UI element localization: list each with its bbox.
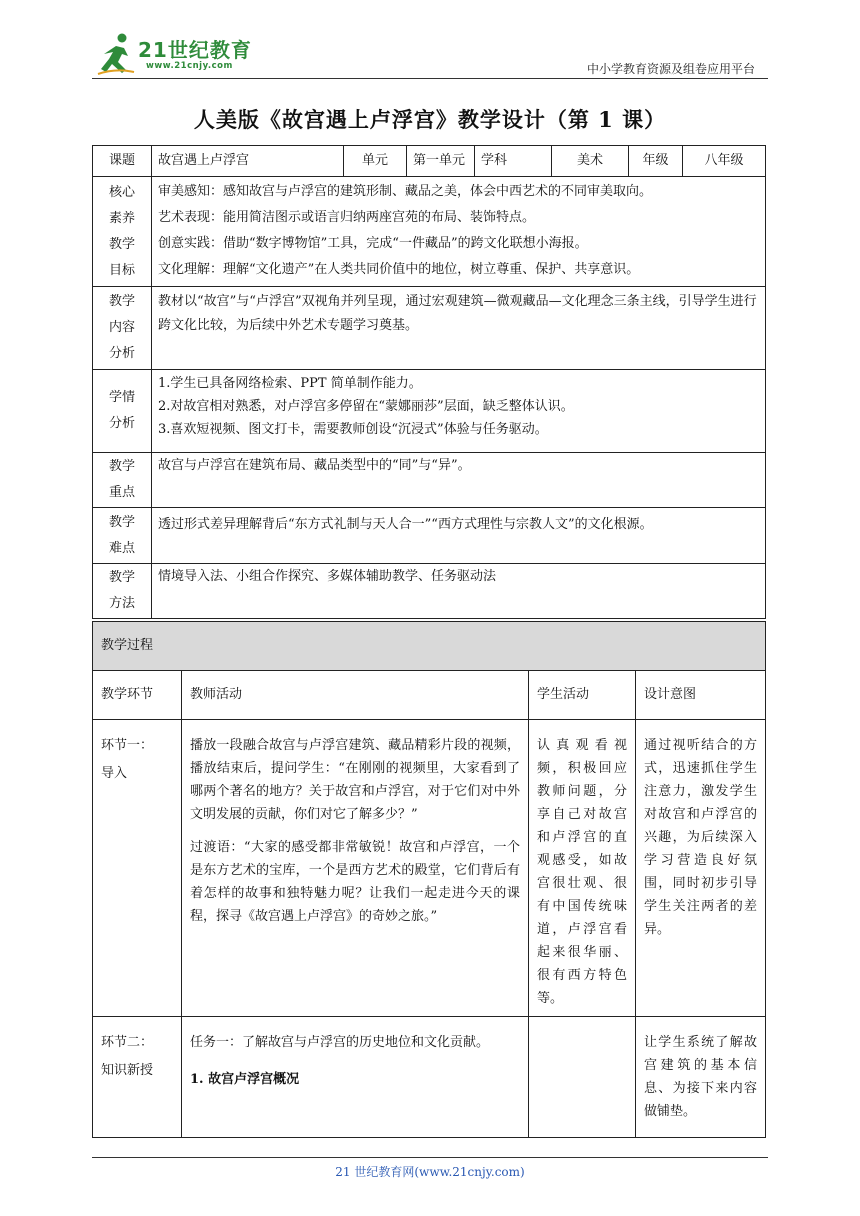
section-content: 1.学生已具备网络检索、PPT 简单制作能力。 2.对故宫相对熟悉，对卢浮宫多停留在“蒙娜丽莎”层面，缺乏整体认识。 3.喜欢短视频、图文打卡，需要教师创设“沉浸式”体验与任务驱动。 [152, 370, 766, 453]
design-intent: 让学生系统了解故宫建筑的基本信息、为接下来内容做铺垫。 [636, 1017, 766, 1138]
subject-label: 学科 [475, 146, 552, 177]
section-label: 教学 重点 [93, 453, 152, 508]
section-content: 透过形式差异理解背后“东方式礼制与天人合一”“西方式理性与宗教人文”的文化根源。 [152, 508, 766, 564]
section-row-difficulties [93, 508, 766, 564]
runner-logo-icon [96, 32, 136, 76]
grade-value: 八年级 [683, 146, 766, 177]
footer-link[interactable]: 21 世纪教育网(www.21cnjy.com) [335, 1165, 525, 1179]
section-row-goals [93, 177, 766, 287]
teacher-activity: 播放一段融合故宫与卢浮宫建筑、藏品精彩片段的视频，播放结束后，提问学生：“在刚刚的视频里，大家看到了哪两个著名的地方？关于故宫和卢浮宫，对于它们对中外文明发展的贡献，你们对它了解多少？” 过渡语：“大家的感受都非常敏锐！故宫和卢浮宫，一个是东方艺术的宝库，一个是西方艺术的殿堂，它们背后有着怎样的故事和独特魅力呢？让我们一起走进今天的课程，探寻《故宫遇上卢浮宫》的奇妙之旅。” [182, 720, 529, 1017]
process-row-new-knowledge [93, 1017, 766, 1138]
section-row-learners [93, 370, 766, 453]
header-divider [92, 78, 768, 79]
header-student: 学生活动 [529, 671, 636, 720]
header-intent: 设计意图 [636, 671, 766, 720]
teacher-activity: 任务一：了解故宫与卢浮宫的历史地位和文化贡献。 1. 故宫卢浮宫概况 [182, 1017, 529, 1138]
unit-value: 第一单元 [407, 146, 475, 177]
process-title-row [93, 622, 766, 671]
section-row-methods [93, 564, 766, 619]
unit-label: 单元 [344, 146, 407, 177]
grade-label: 年级 [629, 146, 683, 177]
process-header-row [93, 671, 766, 720]
topic-value: 故宫遇上卢浮宫 [152, 146, 344, 177]
teaching-process-table [92, 621, 766, 1138]
lesson-info-table [92, 145, 766, 619]
logo-url: www.21cnjy.com [146, 61, 233, 71]
section-content: 审美感知：感知故宫与卢浮宫的建筑形制、藏品之美，体会中西艺术的不同审美取向。 艺术表现：能用简洁图示或语言归纳两座宫苑的布局、装饰特点。 创意实践：借助“数字博物馆”工具，完成“一件藏品”的跨文化联想小海报。 文化理解：理解“文化遗产”在人类共同价值中的地位，树立尊重、保护、共享意识。 [152, 177, 766, 287]
site-logo[interactable] [96, 30, 261, 78]
process-row-intro [93, 720, 766, 1017]
stage-cell: 环节一： 导入 [93, 720, 182, 1017]
header-teacher: 教师活动 [182, 671, 529, 720]
section-label: 核心 素养 教学 目标 [93, 177, 152, 287]
footer-divider [92, 1157, 768, 1158]
stage-cell: 环节二： 知识新授 [93, 1017, 182, 1138]
platform-name: 中小学教育资源及组卷应用平台 [586, 62, 755, 76]
student-activity: 认真观看视频，积极回应教师问题，分享自己对故宫和卢浮宫的直观感受，如故宫很壮观、很有中国传统味道，卢浮宫看起来很华丽、很有西方特色等。 [529, 720, 636, 1017]
student-activity [529, 1017, 636, 1138]
section-row-content [93, 287, 766, 370]
section-content: 故宫与卢浮宫在建筑布局、藏品类型中的“同”与“异”。 [152, 453, 766, 508]
section-row-key-points [93, 453, 766, 508]
section-label: 教学 难点 [93, 508, 152, 564]
subject-value: 美术 [552, 146, 629, 177]
section-label: 学情 分析 [93, 370, 152, 453]
process-title: 教学过程 [93, 622, 766, 671]
logo-text: 21世纪教育 [138, 38, 252, 62]
header-stage: 教学环节 [93, 671, 182, 720]
section-content: 教材以“故宫”与“卢浮宫”双视角并列呈现，通过宏观建筑—微观藏品—文化理念三条主线，引导学生进行跨文化比较，为后续中外艺术专题学习奠基。 [152, 287, 766, 370]
page-header [0, 0, 860, 80]
info-row [93, 146, 766, 177]
document-title: 人美版《故宫遇上卢浮宫》教学设计（第 1 课） [193, 107, 667, 132]
teacher-item-heading: 1. 故宫卢浮宫概况 [190, 1072, 300, 1087]
section-content: 情境导入法、小组合作探究、多媒体辅助教学、任务驱动法 [152, 564, 766, 619]
topic-label: 课题 [93, 146, 152, 177]
section-label: 教学 内容 分析 [93, 287, 152, 370]
design-intent: 通过视听结合的方式，迅速抓住学生注意力，激发学生对故宫和卢浮宫的兴趣，为后续深入学习营造良好氛围，同时初步引导学生关注两者的差异。 [636, 720, 766, 1017]
section-label: 教学 方法 [93, 564, 152, 619]
